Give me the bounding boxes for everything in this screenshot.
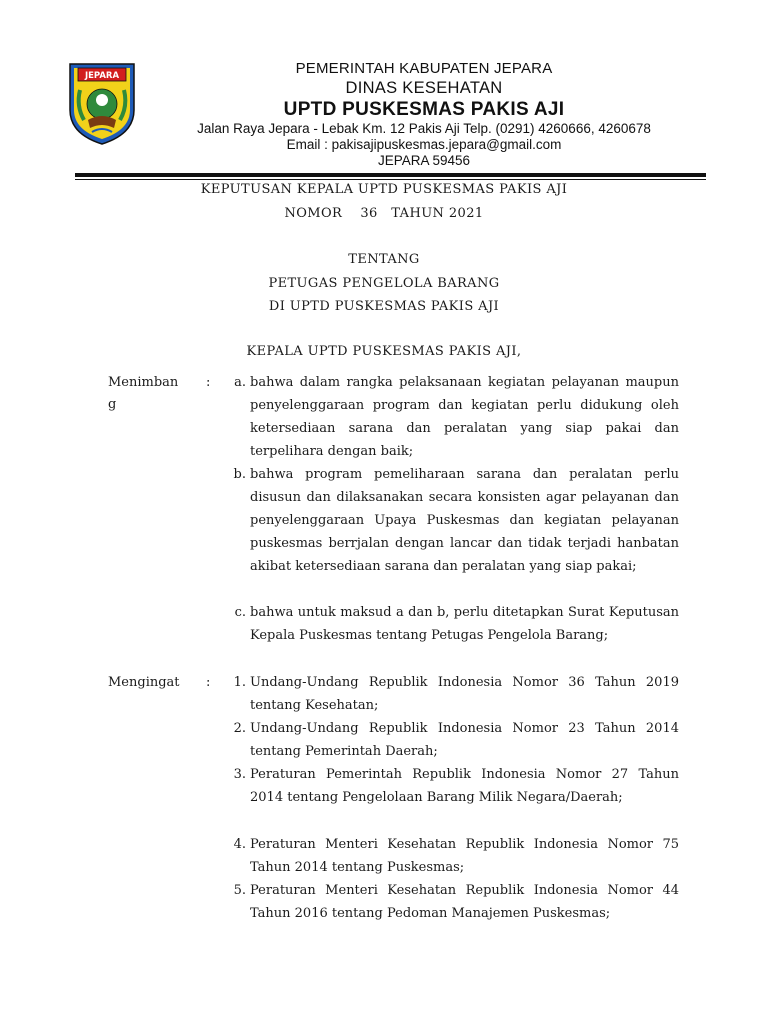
mengingat-item-2-text: Undang-Undang Republik Indonesia Nomor 23 Tahun 2014 tentang Pemerintah Daerah; [250, 721, 679, 759]
menimbang-colon: : [206, 375, 211, 390]
mengingat-item-5-text: Peraturan Menteri Kesehatan Republik Indonesia Nomor 44 Tahun 2016 tentang Pedoman Manajemen Puskesmas; [250, 883, 679, 921]
issuer-heading: KEPALA UPTD PUSKESMAS PAKIS AJI, [246, 344, 522, 359]
mengingat-item-4-mark: 4. [233, 837, 246, 852]
mengingat-label: Mengingat [108, 675, 180, 690]
mengingat-colon: : [206, 675, 211, 690]
mengingat-item-1-mark: 1. [233, 675, 246, 690]
menimbang-item-a-mark: a. [234, 375, 246, 390]
decree-number: NOMOR 36 TAHUN 2021 [284, 206, 484, 221]
menimbang-item-b-mark: b. [233, 467, 246, 482]
subject-line-1: PETUGAS PENGELOLA BARANG [268, 276, 500, 291]
mengingat-item-5-mark: 5. [233, 883, 246, 898]
institution-name: UPTD PUSKESMAS PAKIS AJI [283, 99, 565, 120]
menimbang-item-a-text: bahwa dalam rangka pelaksanaan kegiatan pelayanan maupun penyelenggaraan program dan kegiatan perlu didukung oleh ketersediaan sarana dan peralatan yang siap pakai dan terpelihara dengan baik; [250, 375, 679, 459]
letterhead [130, 60, 718, 169]
jepara-logo [66, 60, 138, 146]
address-line: Jalan Raya Jepara - Lebak Km. 12 Pakis Aji Telp. (0291) 4260666, 4260678 [197, 121, 651, 136]
email-line: Email : pakisajipuskesmas.jepara@gmail.com [286, 137, 562, 152]
government-name: PEMERINTAH KABUPATEN JEPARA [295, 60, 553, 77]
letterhead-divider-thick [75, 173, 706, 177]
about-heading: TENTANG [348, 252, 420, 267]
mengingat-item-3-text: Peraturan Pemerintah Republik Indonesia Nomor 27 Tahun 2014 tentang Pengelolaan Barang Milik Negara/Daerah; [250, 767, 679, 805]
menimbang-label [108, 372, 192, 416]
menimbang-item-c-mark: c. [234, 605, 246, 620]
logo-lettering: JEPARA [84, 71, 120, 81]
mengingat-item-2-mark: 2. [233, 721, 246, 736]
mengingat-item-4-text: Peraturan Menteri Kesehatan Republik Indonesia Nomor 75 Tahun 2014 tentang Puskesmas; [250, 837, 679, 875]
mengingat-item-1-text: Undang-Undang Republik Indonesia Nomor 36 Tahun 2019 tentang Kesehatan; [250, 675, 679, 713]
agency-name: DINAS KESEHATAN [345, 79, 503, 97]
menimbang-item-c-text: bahwa untuk maksud a dan b, perlu ditetapkan Surat Keputusan Kepala Puskesmas tentang Petugas Pengelola Barang; [250, 605, 679, 643]
city-postcode: JEPARA 59456 [377, 153, 471, 168]
letterhead-divider-thin [75, 179, 706, 180]
mengingat-item-3-mark: 3. [233, 767, 246, 782]
subject-line-2: DI UPTD PUSKESMAS PAKIS AJI [268, 299, 500, 314]
menimbang-label-line2: g [108, 397, 117, 412]
decree-title: KEPUTUSAN KEPALA UPTD PUSKESMAS PAKIS AJI [200, 182, 568, 197]
menimbang-label-line1: Menimban [108, 375, 179, 390]
menimbang-item-b-text: bahwa program pemeliharaan sarana dan peralatan perlu disusun dan dilaksanakan secara konsisten agar pelayanan dan penyelenggaraan Upaya Puskesmas dan kegiatan pelayanan puskesmas berrjalan dengan lancar dan tidak terjadi hanbatan akibat ketersediaan sarana dan peralatan yang siap pakai; [250, 467, 679, 574]
